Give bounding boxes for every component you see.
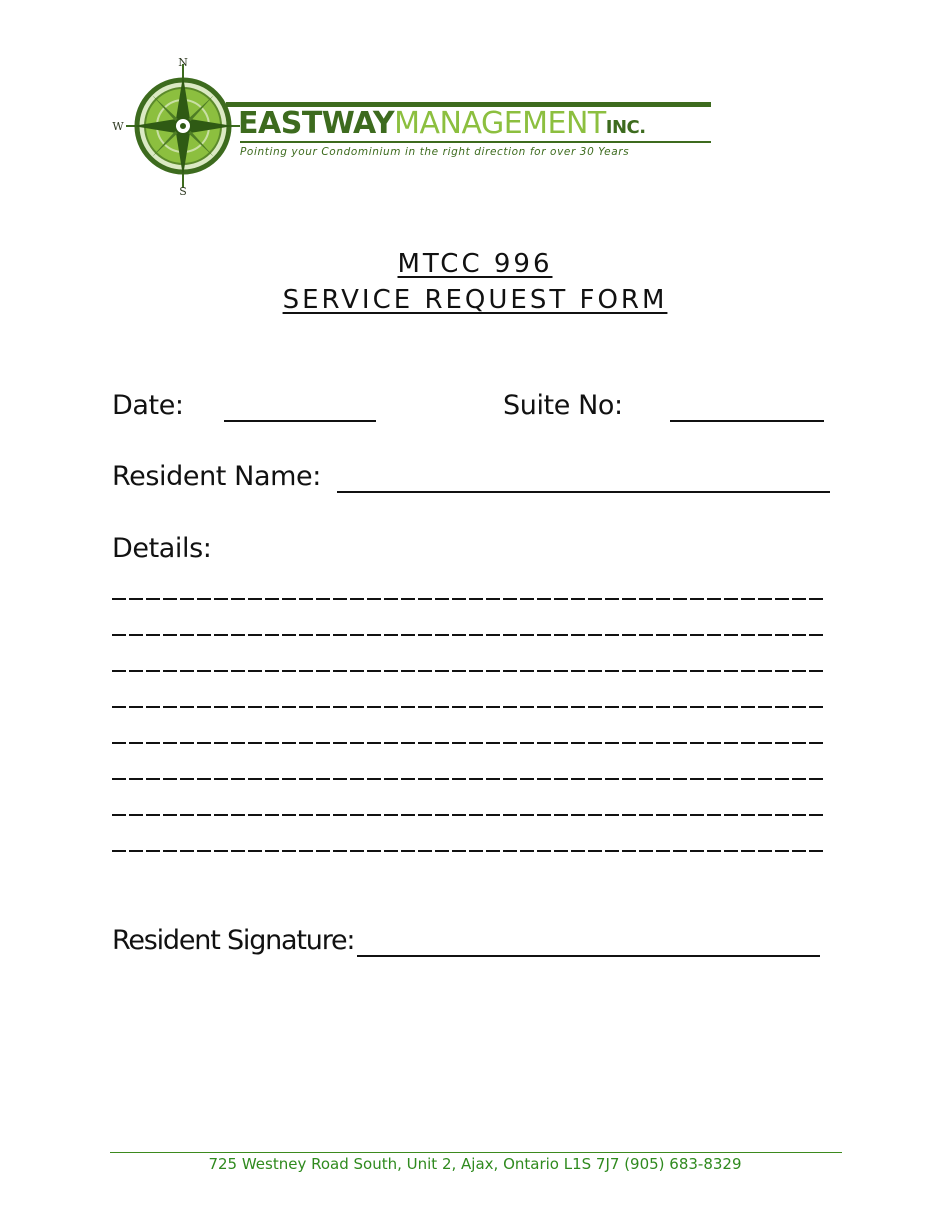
- brand-rule-bottom: [240, 141, 711, 143]
- resident-signature-label: Resident Signature:: [112, 925, 355, 956]
- brand-name: [238, 107, 646, 145]
- details-label: Details:: [112, 533, 212, 564]
- resident-signature-blank-line: [357, 955, 820, 957]
- compass-west-label: W: [112, 120, 124, 133]
- compass-rose-icon: [108, 52, 258, 200]
- date-blank-line: [224, 420, 376, 422]
- resident-name-label: Resident Name:: [112, 461, 321, 492]
- details-blank-line: [112, 598, 824, 600]
- date-label: Date:: [112, 390, 184, 421]
- brand-tagline: Pointing your Condominium in the right direction for over 30 Years: [240, 146, 630, 158]
- form-title-building: MTCC 996: [397, 249, 553, 279]
- details-blank-line: [112, 670, 824, 672]
- footer-address: 725 Westney Road South, Unit 2, Ajax, Ontario L1S 7J7 (905) 683-8329: [208, 1155, 742, 1173]
- footer-rule: [110, 1152, 842, 1153]
- suite-number-label: Suite No:: [503, 390, 623, 421]
- form-title: [0, 246, 950, 318]
- details-blank-line: [112, 814, 824, 816]
- details-blank-line: [112, 850, 824, 852]
- brand-name-inc: INC.: [605, 117, 646, 138]
- brand-name-management: MANAGEMENT: [394, 106, 606, 141]
- details-blank-line: [112, 706, 824, 708]
- company-logo: [108, 52, 718, 200]
- suite-number-blank-line: [670, 420, 824, 422]
- details-blank-line: [112, 778, 824, 780]
- details-blank-line: [112, 742, 824, 744]
- form-title-name: SERVICE REQUEST FORM: [282, 285, 668, 315]
- compass-south-label: S: [179, 185, 187, 198]
- details-blank-line: [112, 634, 824, 636]
- brand-name-eastway: EASTWAY: [238, 106, 395, 141]
- resident-name-blank-line: [337, 491, 830, 493]
- compass-north-label: N: [178, 56, 188, 69]
